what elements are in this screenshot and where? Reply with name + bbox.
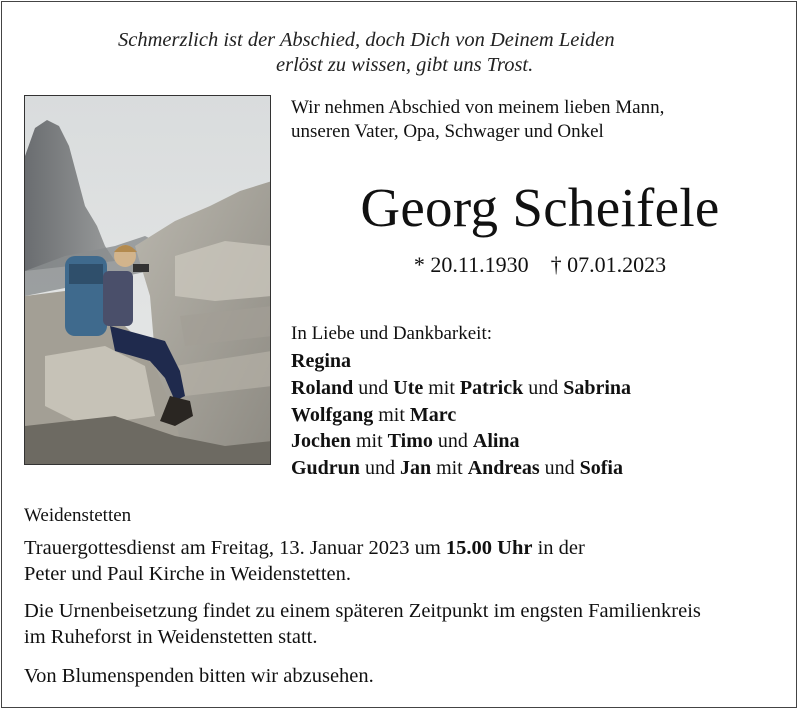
mourner-name: Sofia bbox=[579, 457, 623, 480]
burial-line-2: im Ruheforst in Weidenstetten statt. bbox=[24, 626, 318, 648]
mourner-name: Jochen bbox=[291, 430, 351, 453]
death-date: † 07.01.2023 bbox=[550, 252, 667, 277]
connector-text: mit bbox=[373, 403, 410, 426]
service-time: 15.00 Uhr bbox=[445, 537, 533, 559]
mourner-name: Patrick bbox=[459, 376, 524, 399]
thanks-line: In Liebe und Dankbarkeit: bbox=[291, 323, 493, 344]
connector-text: und bbox=[353, 376, 394, 399]
connector-text: und bbox=[523, 376, 564, 399]
connector-text: und bbox=[539, 457, 580, 480]
connector-text: mit bbox=[351, 430, 388, 453]
mourner-name: Wolfgang bbox=[291, 403, 374, 426]
motto-line-1: Schmerzlich ist der Abschied, doch Dich von Deinem Leiden bbox=[118, 29, 615, 51]
mourner-name: Roland bbox=[291, 376, 354, 399]
motto-line-2: erlöst zu wissen, gibt uns Trost. bbox=[276, 54, 534, 76]
mourner-name: Sabrina bbox=[563, 376, 632, 399]
mourner-name: Gudrun bbox=[291, 457, 360, 480]
mourner-name: Andreas bbox=[467, 457, 540, 480]
mourners-row bbox=[291, 428, 631, 455]
mourner-name: Marc bbox=[409, 403, 457, 426]
birth-date: * 20.11.1930 bbox=[413, 252, 529, 277]
connector-text: und bbox=[432, 430, 473, 453]
connector-text: und bbox=[359, 457, 400, 480]
connector-text: mit bbox=[423, 376, 460, 399]
mourners-row bbox=[291, 375, 631, 402]
mourners-row bbox=[291, 402, 631, 429]
mourner-name: Regina bbox=[291, 350, 351, 372]
mourners-row bbox=[291, 348, 631, 375]
intro-line-1: Wir nehmen Abschied von meinem lieben Mann, bbox=[291, 97, 665, 118]
service-location: Peter und Paul Kirche in Weidenstetten. bbox=[24, 563, 352, 585]
intro-text bbox=[291, 96, 664, 144]
deceased-name: Georg Scheifele bbox=[360, 177, 720, 238]
mourners-list bbox=[291, 348, 631, 482]
mourner-name: Ute bbox=[393, 376, 424, 399]
connector-text: mit bbox=[431, 457, 468, 480]
portrait-photo bbox=[24, 95, 271, 465]
burial-line-1: Die Urnenbeisetzung findet zu einem späteren Zeitpunkt im engsten Familienkreis bbox=[24, 600, 701, 622]
service-paragraph bbox=[24, 535, 794, 587]
life-dates bbox=[290, 250, 790, 280]
service-text-end: in der bbox=[532, 537, 585, 559]
service-text: Trauergottesdienst am Freitag, 13. Januar 2023 um bbox=[24, 537, 446, 559]
place-name: Weidenstetten bbox=[24, 505, 132, 526]
intro-line-2: unseren Vater, Opa, Schwager und Onkel bbox=[291, 121, 604, 142]
mourners-row bbox=[291, 455, 631, 482]
mourner-name: Jan bbox=[399, 457, 432, 480]
burial-paragraph bbox=[24, 598, 799, 650]
mourner-name: Alina bbox=[472, 430, 520, 453]
mourner-name: Timo bbox=[387, 430, 433, 453]
flowers-note: Von Blumenspenden bitten wir abzusehen. bbox=[24, 665, 374, 687]
